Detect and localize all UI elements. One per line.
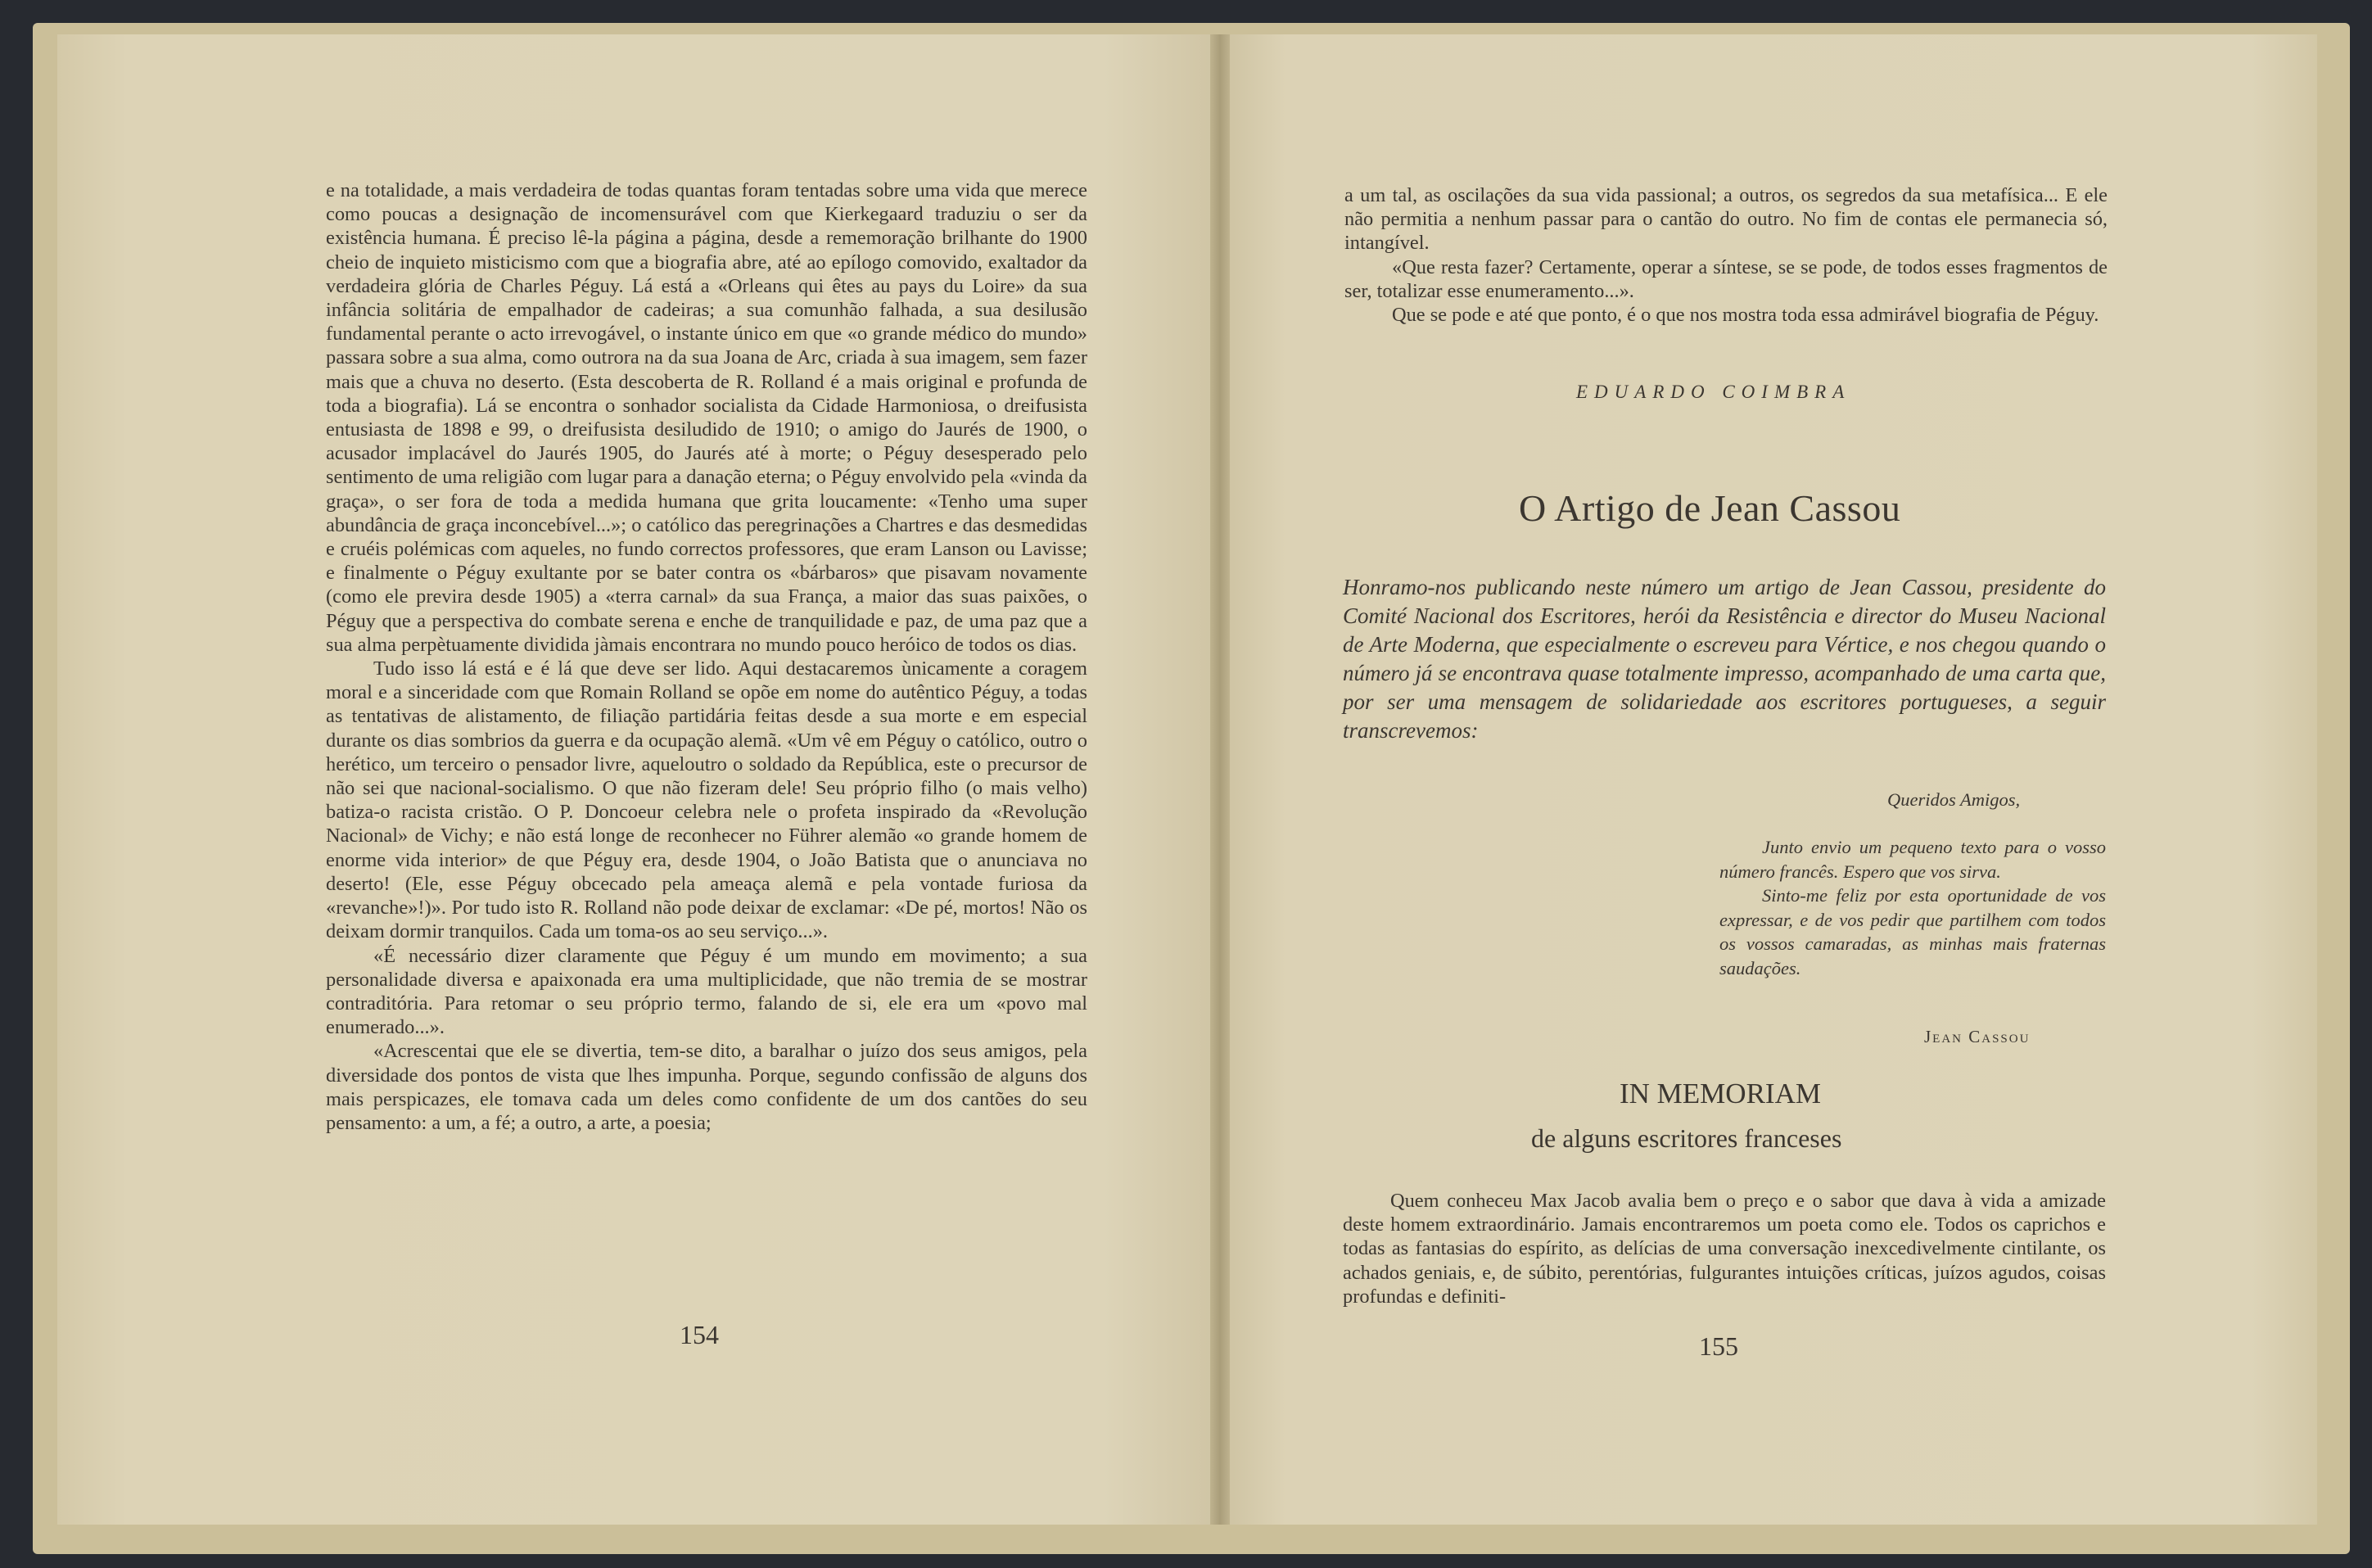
letter-salutation: Queridos Amigos,	[1887, 789, 2021, 810]
memoriam-title: IN MEMORIAM	[1620, 1078, 1821, 1109]
letter-signature: Jean Cassou	[1924, 1027, 2031, 1046]
left-paragraph-4: «Acrescentai que ele se divertia, tem-se dito, a baralhar o juízo dos seus amigos, pela diversidade dos pontos de vista que lhes impunha. Porque, segundo confissão de alguns dos mais perspicazes, ele tomava cada um deles como confidente de um dos cantões do seu pensamento: a um, a fé; a outro, a arte, a poesia;	[326, 1040, 1087, 1134]
article-title: O Artigo de Jean Cassou	[1519, 487, 1901, 529]
left-paragraph-1: e na totalidade, a mais verdadeira de todas quantas foram tentadas sobre uma vida que merece como poucas a designação de incomensurável com que Kierkegaard traduziu o ser da existência humana. É preciso lê-la página a página, desde a rememoração brilhante do 1900 cheio de inquieto misticismo com que a biografia abre, até ao epílogo comovido, exaltador da verdadeira glória de Charles Péguy. Lá está a «Orleans qui êtes au pays du Loire» da sua infância solitária de empalhador de cadeiras; a sua comunhão falhada, a sua desilusão fundamental perante o acto irrevogável, o instante único em que «o grande médico do mundo» passara sobre a sua alma, como outrora na da sua Joana de Arc, criada à sua imagem, sem fazer mais que a chuva no deserto. (Esta descoberta de R. Rolland é a mais original e profunda de toda a biografia). Lá se encontra o sonhador socialista da Cidade Harmoniosa, o dreifusista entusiasta de 1898 e 99, o dreifusista desiludido de 1910; o amigo do Jaurés de 1900, o acusador implacável do Jaurés 1905, do Jaurés até à morte; o Péguy desesperado pelo sentimento de uma religião com lugar para a danação eterna; o Péguy envolvido pela «vinda da graça», o ser fora de toda a medida humana que grita loucamente: «Tenho uma super abundância de graça inconcebível...»; o católico das peregrinações a Chartres e das desmedidas e cruéis polémicas com aqueles, no fundo correctos professores, que eram Lanson ou Lavisse; e finalmente o Péguy exultante por se bater contra os «bárbaros» que pisavam novamente (como ele previra desde 1905) a «terra carnal» da sua França, a maior das suas paixões, o Péguy que a perspectiva do combate serena e enche de tranquilidade e paz, de uma paz que a sua alma perpètuamente dividida jàmais encontrara no mundo pouco heróico de todos os dias.	[326, 179, 1087, 656]
right-page-top	[1344, 183, 2108, 327]
book-gutter	[1210, 34, 1230, 1525]
left-page-body	[326, 178, 1087, 1135]
right-continuation: a um tal, as oscilações da sua vida passional; a outros, os segredos da sua metafísica... E ele não permitia a nenhum passar para o cantão do outro. No fim de contas ele permanecia só, intangível.	[1344, 184, 2108, 255]
right-page-number: 155	[1699, 1331, 1738, 1361]
memoriam-subtitle: de alguns escritores franceses	[1531, 1123, 1842, 1153]
memoriam-body	[1343, 1189, 2106, 1308]
letter-body	[1719, 835, 2106, 980]
article-intro: Honramo-nos publicando neste número um artigo de Jean Cassou, presidente do Comité Nacional dos Escritores, herói da Resistência e director do Museu Nacional de Arte Moderna, que especialmente o escreveu para Vértice, e nos chegou quando o número já se encontrava quase totalmente impresso, acompanhado de uma carta que, por ser uma mensagem de solidariedade aos escritores portugueses, a seguir transcrevemos:	[1343, 575, 2106, 743]
left-paragraph-2: Tudo isso lá está e é lá que deve ser lido. Aqui destacaremos ùnicamente a coragem moral e a sinceridade com que Romain Rolland se opõe em nome do autêntico Péguy, a todas as tentativas de alistamento, de filiação partidária feitas desde a sua morte e em especial durante os dias sombrios da guerra e da ocupação alemã. «Um vê em Péguy o católico, outro o herético, um terceiro o pensador livre, aqueloutro o soldado da República, este o precursor de não sei que nacional-socialismo. O que não fizeram dele! Seu próprio filho (o mais velho) batiza-o racista cristão. O P. Doncoeur celebra nele o profeta inspirado da «Revolução Nacional» de Vichy; e não está longe de reconhecer no Führer alemão «o grande homem de enorme vida interior» de que Péguy era, desde 1904, o João Batista que o anunciava no deserto! (Ele, esse Péguy obcecado pela ameaça alemã e pela vontade furiosa da «revanche»!)». Por tudo isto R. Rolland não pode deixar de exclamar: «De pé, mortos! Não os deixam dormir tranquilos. Cada um toma-os ao seu serviço...».	[326, 657, 1087, 943]
letter-paragraph-1: Junto envio um pequeno texto para o vosso número francês. Espero que vos sirva.	[1719, 837, 2106, 882]
left-page-number: 154	[680, 1320, 719, 1349]
author-signature: EDUARDO COIMBRA	[1576, 382, 1851, 402]
right-closing: Que se pode e até que ponto, é o que nos mostra toda essa admirável biografia de Péguy.	[1392, 304, 2099, 327]
memoriam-paragraph: Quem conheceu Max Jacob avalia bem o preço e o sabor que dava à vida a amizade deste homem extraordinário. Jamais encontraremos um poeta como ele. Todos os caprichos e todas as fantasias do espírito, as delícias de uma conversação inexcedivelmente cintilante, os achados geniais, e, de súbito, perentórias, fulgurantes intuições críticas, juízos agudos, coisas profundas e definiti-	[1343, 1190, 2106, 1308]
right-quote: «Que resta fazer? Certamente, operar a síntese, se se pode, de todos esses fragmentos de ser, totalizar esse enumeramento...».	[1344, 255, 2108, 302]
letter-paragraph-2: Sinto-me feliz por esta oportunidade de vos expressar, e de vos pedir que partilhem com todos os vossos camaradas, as minhas mais fraternas saudações.	[1719, 885, 2106, 978]
left-paragraph-3: «É necessário dizer claramente que Péguy é um mundo em movimento; a sua personalidade diversa e apaixonada era uma multiplicidade, que não tremia de se mostrar contraditória. Para retomar o seu próprio termo, falando de si, ele era um «povo mal enumerado...».	[326, 944, 1087, 1039]
